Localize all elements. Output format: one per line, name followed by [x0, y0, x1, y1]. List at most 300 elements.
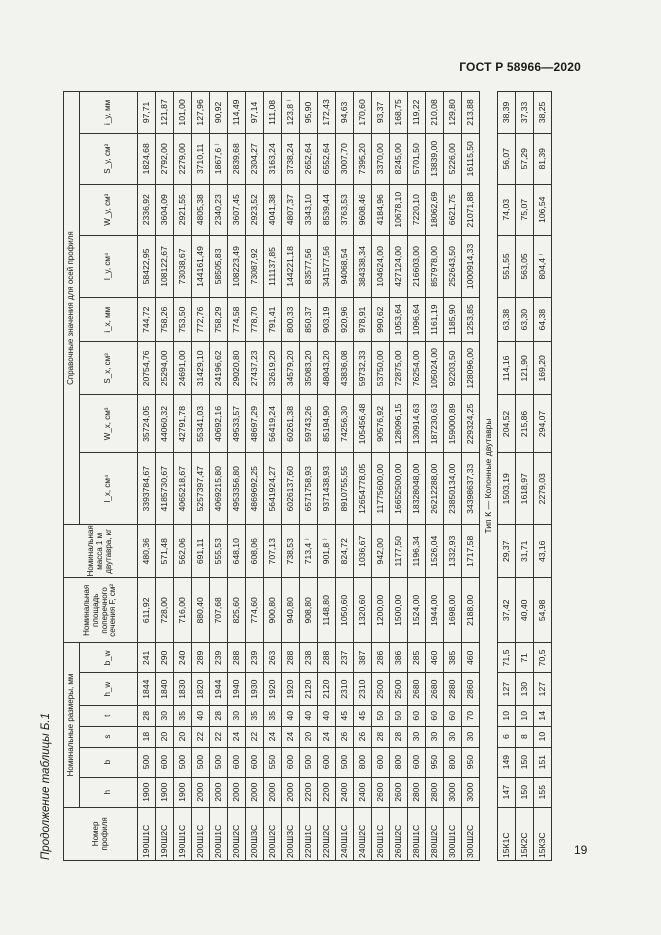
value-cell: 43,16: [534, 525, 552, 578]
value-cell: 10: [534, 726, 552, 747]
value-cell: 608,06: [246, 525, 264, 578]
table-row: [282, 92, 300, 861]
header-mass: Номинальная масса 1 м двутавра, кг: [64, 525, 138, 578]
value-cell: 30: [462, 726, 480, 747]
value-cell: 550: [264, 747, 282, 777]
value-cell: 18328048,00: [408, 453, 426, 525]
value-cell: 728,00: [156, 578, 174, 643]
value-cell: 74,03: [498, 184, 516, 235]
value-cell: 83577,56: [300, 235, 318, 298]
value-cell: 60261,38: [282, 395, 300, 453]
header-h: h: [80, 777, 138, 807]
value-cell: 30: [426, 726, 444, 747]
value-cell: 24: [282, 726, 300, 747]
profile-cell: 200Ш3С: [246, 807, 264, 860]
value-cell: 204,52: [498, 395, 516, 453]
value-cell: 54,98: [534, 578, 552, 643]
value-cell: 58505,83: [210, 235, 228, 298]
header-Sx: S_x, см³: [80, 342, 138, 395]
value-cell: 500: [336, 747, 354, 777]
value-cell: 24196,62: [210, 342, 228, 395]
value-cell: 1920: [264, 673, 282, 705]
value-cell: 210,08: [426, 92, 444, 134]
value-cell: 294,07: [534, 395, 552, 453]
profile-cell: 15К1С: [498, 807, 516, 860]
value-cell: 59743,26: [300, 395, 318, 453]
value-cell: 500: [192, 747, 210, 777]
value-cell: 48697,29: [246, 395, 264, 453]
value-cell: 1717,58: [462, 525, 480, 578]
value-cell: 286: [372, 643, 390, 673]
value-cell: 252643,50: [444, 235, 462, 298]
value-cell: 800: [444, 747, 462, 777]
value-cell: 53750,00: [372, 342, 390, 395]
value-cell: 95,90: [300, 92, 318, 134]
value-cell: 74256,30: [336, 395, 354, 453]
value-cell: 713,4 ⁾: [300, 525, 318, 578]
value-cell: 600: [372, 747, 390, 777]
value-cell: 97,14: [246, 92, 264, 134]
value-cell: 1940: [228, 673, 246, 705]
value-cell: 21071,88: [462, 184, 480, 235]
value-cell: 4041,38: [264, 184, 282, 235]
value-cell: 50: [390, 705, 408, 726]
value-cell: 150: [516, 777, 534, 807]
value-cell: 56419,24: [264, 395, 282, 453]
value-cell: 127: [498, 673, 516, 705]
value-cell: 4953356,80: [228, 453, 246, 525]
value-cell: 45: [336, 705, 354, 726]
value-cell: 170,60: [354, 92, 372, 134]
header-b: b: [80, 747, 138, 777]
value-cell: 1524,00: [408, 578, 426, 643]
value-cell: 2923,52: [246, 184, 264, 235]
value-cell: 8539,44: [318, 184, 336, 235]
value-cell: 5257397,47: [192, 453, 210, 525]
value-cell: 94068,54: [336, 235, 354, 298]
value-cell: 758,29: [210, 298, 228, 342]
value-cell: 600: [246, 747, 264, 777]
profile-cell: 300Ш1С: [444, 807, 462, 860]
value-cell: 24: [264, 726, 282, 747]
value-cell: 16652500,00: [390, 453, 408, 525]
table-row: [264, 92, 282, 861]
profile-cell: 260Ш2С: [390, 807, 408, 860]
value-cell: 850,37: [300, 298, 318, 342]
value-cell: 3000: [444, 777, 462, 807]
table-row: [300, 92, 318, 861]
table-row: [534, 92, 552, 861]
value-cell: 2000: [264, 777, 282, 807]
value-cell: 427124,00: [390, 235, 408, 298]
value-cell: 2120: [318, 673, 336, 705]
value-cell: 40: [192, 705, 210, 726]
value-cell: 108122,67: [156, 235, 174, 298]
value-cell: 1900: [138, 777, 156, 807]
table-row: [390, 92, 408, 861]
value-cell: 3343,10: [300, 184, 318, 235]
value-cell: 3000: [462, 777, 480, 807]
value-cell: 500: [300, 747, 318, 777]
value-cell: 290: [156, 643, 174, 673]
value-cell: 2120: [300, 673, 318, 705]
value-cell: 150: [516, 747, 534, 777]
value-cell: 35: [246, 705, 264, 726]
profile-table: [63, 91, 552, 861]
value-cell: 45: [354, 705, 372, 726]
value-cell: 10678,10: [390, 184, 408, 235]
value-cell: 73038,67: [174, 235, 192, 298]
value-cell: 30: [444, 726, 462, 747]
value-cell: 1050,60: [336, 578, 354, 643]
value-cell: 71,5: [498, 643, 516, 673]
value-cell: 35724,05: [138, 395, 156, 453]
value-cell: 10: [498, 705, 516, 726]
header-Wx: W_x, см³: [80, 395, 138, 453]
value-cell: 1320,60: [354, 578, 372, 643]
value-cell: 2600: [372, 777, 390, 807]
value-cell: 26212288,00: [426, 453, 444, 525]
value-cell: 149: [498, 747, 516, 777]
table-row: [138, 92, 156, 861]
value-cell: 40692,16: [210, 395, 228, 453]
value-cell: 31,71: [516, 525, 534, 578]
value-cell: 2500: [390, 673, 408, 705]
value-cell: 774,58: [228, 298, 246, 342]
value-cell: 1820: [192, 673, 210, 705]
value-cell: 147: [498, 777, 516, 807]
value-cell: 341577,56: [318, 235, 336, 298]
value-cell: 58422,95: [138, 235, 156, 298]
value-cell: 2800: [408, 777, 426, 807]
table-caption: Продолжение таблицы Б.1: [40, 713, 52, 860]
section-k-title: Тип К — Колонные двутавры: [480, 92, 498, 861]
value-cell: 1698,00: [444, 578, 462, 643]
value-cell: 2279,00: [174, 133, 192, 184]
value-cell: 34398637,33: [462, 453, 480, 525]
value-cell: 1830: [174, 673, 192, 705]
value-cell: 386: [390, 643, 408, 673]
value-cell: 4807,37: [282, 184, 300, 235]
value-cell: 857978,00: [426, 235, 444, 298]
value-cell: 600: [228, 747, 246, 777]
value-cell: 215,86: [516, 395, 534, 453]
value-cell: 460: [462, 643, 480, 673]
value-cell: 20: [300, 726, 318, 747]
value-cell: 285: [408, 643, 426, 673]
value-cell: 2310: [354, 673, 372, 705]
value-cell: 1503,19: [498, 453, 516, 525]
value-cell: 28: [210, 705, 228, 726]
value-cell: 2200: [318, 777, 336, 807]
value-cell: 28: [390, 726, 408, 747]
value-cell: 288: [228, 643, 246, 673]
value-cell: 29020,80: [228, 342, 246, 395]
header-Iy: I_y, см⁴: [80, 235, 138, 298]
value-cell: 71: [516, 643, 534, 673]
value-cell: 6552,64: [318, 133, 336, 184]
value-cell: 825,60: [228, 578, 246, 643]
value-cell: 104624,00: [372, 235, 390, 298]
value-cell: 1253,85: [462, 298, 480, 342]
value-cell: 800: [390, 747, 408, 777]
value-cell: 37,42: [498, 578, 516, 643]
value-cell: 240: [174, 643, 192, 673]
value-cell: 758,26: [156, 298, 174, 342]
value-cell: 2680: [408, 673, 426, 705]
value-cell: 105456,48: [354, 395, 372, 453]
table-row: [210, 92, 228, 861]
value-cell: 93,37: [372, 92, 390, 134]
value-cell: 3007,70: [336, 133, 354, 184]
table-row: [408, 92, 426, 861]
value-cell: 144221,18: [282, 235, 300, 298]
value-cell: 38,25: [534, 92, 552, 134]
value-cell: 40: [318, 705, 336, 726]
header-bw: b_w: [80, 643, 138, 673]
value-cell: 778,70: [246, 298, 264, 342]
value-cell: 34579,20: [282, 342, 300, 395]
value-cell: 2188,00: [462, 578, 480, 643]
value-cell: 213,88: [462, 92, 480, 134]
table-row: [516, 92, 534, 861]
value-cell: 24691,00: [174, 342, 192, 395]
value-cell: 60: [408, 705, 426, 726]
value-cell: 40: [300, 705, 318, 726]
value-cell: 2279,03: [534, 453, 552, 525]
table-row: [174, 92, 192, 861]
value-cell: 903,19: [318, 298, 336, 342]
value-cell: 123,8 ⁾: [282, 92, 300, 134]
value-cell: 50: [372, 705, 390, 726]
value-cell: 4869692,25: [246, 453, 264, 525]
value-cell: 571,48: [156, 525, 174, 578]
profile-cell: 220Ш2С: [318, 807, 336, 860]
value-cell: 22: [210, 726, 228, 747]
value-cell: 27437,23: [246, 342, 264, 395]
header-s: s: [80, 726, 138, 747]
value-cell: 1000914,33: [462, 235, 480, 298]
value-cell: 72875,00: [390, 342, 408, 395]
value-cell: 940,80: [282, 578, 300, 643]
value-cell: 4184,96: [372, 184, 390, 235]
value-cell: 85194,90: [318, 395, 336, 453]
value-cell: 791,41: [264, 298, 282, 342]
value-cell: 24: [318, 726, 336, 747]
value-cell: 10: [516, 705, 534, 726]
value-cell: 1920: [282, 673, 300, 705]
value-cell: 600: [282, 747, 300, 777]
profile-cell: 200Ш3С: [282, 807, 300, 860]
value-cell: 155: [534, 777, 552, 807]
profile-cell: 200Ш2С: [228, 807, 246, 860]
value-cell: 159000,89: [444, 395, 462, 453]
value-cell: 75,07: [516, 184, 534, 235]
header-t: t: [80, 705, 138, 726]
value-cell: 57,29: [516, 133, 534, 184]
value-cell: 56,07: [498, 133, 516, 184]
value-cell: 2310: [336, 673, 354, 705]
header-reference: Справочные значения для осей профиля: [64, 92, 80, 525]
value-cell: 76254,00: [408, 342, 426, 395]
value-cell: 60: [444, 705, 462, 726]
value-cell: 990,62: [372, 298, 390, 342]
value-cell: 24: [228, 726, 246, 747]
value-cell: 738,53: [282, 525, 300, 578]
value-cell: 908,80: [300, 578, 318, 643]
value-cell: 26: [336, 726, 354, 747]
value-cell: 804,4 ⁾: [534, 235, 552, 298]
value-cell: 105024,00: [426, 342, 444, 395]
value-cell: 35: [264, 705, 282, 726]
table-row: [228, 92, 246, 861]
value-cell: 28: [372, 726, 390, 747]
value-cell: 127: [534, 673, 552, 705]
value-cell: 35083,20: [300, 342, 318, 395]
value-cell: 4185730,67: [156, 453, 174, 525]
profile-cell: 300Ш2С: [462, 807, 480, 860]
value-cell: 824,72: [336, 525, 354, 578]
value-cell: 480,36: [138, 525, 156, 578]
value-cell: 600: [408, 747, 426, 777]
value-cell: 8: [516, 726, 534, 747]
value-cell: 168,75: [390, 92, 408, 134]
value-cell: 13839,00: [426, 133, 444, 184]
value-cell: 70: [462, 705, 480, 726]
value-cell: 4805,38: [192, 184, 210, 235]
value-cell: 2921,55: [174, 184, 192, 235]
section-row: [480, 92, 498, 861]
value-cell: 3163,24: [264, 133, 282, 184]
value-cell: 387: [354, 643, 372, 673]
value-cell: 460: [426, 643, 444, 673]
value-cell: 114,16: [498, 342, 516, 395]
value-cell: 81,39: [534, 133, 552, 184]
value-cell: 1500,00: [390, 578, 408, 643]
table-row: [372, 92, 390, 861]
value-cell: 384338,34: [354, 235, 372, 298]
table-row: [498, 92, 516, 861]
value-cell: 111137,85: [264, 235, 282, 298]
profile-cell: 200Ш1С: [192, 807, 210, 860]
value-cell: 2000: [246, 777, 264, 807]
table-row: [336, 92, 354, 861]
value-cell: 29,37: [498, 525, 516, 578]
value-cell: 3607,45: [228, 184, 246, 235]
value-cell: 30: [228, 705, 246, 726]
value-cell: 108223,49: [228, 235, 246, 298]
value-cell: 28: [138, 705, 156, 726]
value-cell: 59732,33: [354, 342, 372, 395]
value-cell: 237: [336, 643, 354, 673]
value-cell: 2860: [462, 673, 480, 705]
value-cell: 111,08: [264, 92, 282, 134]
value-cell: 92203,50: [444, 342, 462, 395]
value-cell: 950: [462, 747, 480, 777]
value-cell: 1161,19: [426, 298, 444, 342]
value-cell: 32619,20: [264, 342, 282, 395]
value-cell: 774,60: [246, 578, 264, 643]
table-row: [192, 92, 210, 861]
value-cell: 2600: [390, 777, 408, 807]
header-nominal-dims: Номинальные размеры, мм: [64, 643, 80, 807]
value-cell: 3738,24: [282, 133, 300, 184]
value-cell: 611,92: [138, 578, 156, 643]
rotated-table-container: [63, 91, 547, 861]
value-cell: 216603,00: [408, 235, 426, 298]
value-cell: 169,20: [534, 342, 552, 395]
value-cell: 144161,49: [192, 235, 210, 298]
value-cell: 1900: [156, 777, 174, 807]
header-Ix: I_x, см⁴: [80, 453, 138, 525]
value-cell: 11775600,00: [372, 453, 390, 525]
value-cell: 172,43: [318, 92, 336, 134]
value-cell: 6026137,60: [282, 453, 300, 525]
value-cell: 5226,00: [444, 133, 462, 184]
value-cell: 900,80: [264, 578, 282, 643]
table-body: [138, 92, 552, 861]
profile-cell: 240Ш2С: [354, 807, 372, 860]
value-cell: 40: [282, 705, 300, 726]
value-cell: 1867,6 ⁾: [210, 133, 228, 184]
value-cell: 1185,90: [444, 298, 462, 342]
value-cell: 30: [156, 705, 174, 726]
header-area: Номинальная площадь поперечного сечения F, см²: [64, 578, 138, 643]
value-cell: 385: [444, 643, 462, 673]
value-cell: 101,00: [174, 92, 192, 134]
value-cell: 3710,11: [192, 133, 210, 184]
value-cell: 2400: [336, 777, 354, 807]
value-cell: 40,40: [516, 578, 534, 643]
value-cell: 55341,03: [192, 395, 210, 453]
value-cell: 129,80: [444, 92, 462, 134]
value-cell: 121,87: [156, 92, 174, 134]
value-cell: 16115,50: [462, 133, 480, 184]
profile-cell: 15К3С: [534, 807, 552, 860]
value-cell: 20: [156, 726, 174, 747]
value-cell: 130914,63: [408, 395, 426, 453]
header-Wy: W_y, см³: [80, 184, 138, 235]
value-cell: 691,11: [192, 525, 210, 578]
value-cell: 9608,46: [354, 184, 372, 235]
value-cell: 707,13: [264, 525, 282, 578]
value-cell: 119,22: [408, 92, 426, 134]
value-cell: 43836,08: [336, 342, 354, 395]
profile-cell: 190Ш1С: [138, 807, 156, 860]
value-cell: 48043,20: [318, 342, 336, 395]
value-cell: 5641924,27: [264, 453, 282, 525]
value-cell: 753,50: [174, 298, 192, 342]
value-cell: 4065218,67: [174, 453, 192, 525]
value-cell: 1618,97: [516, 453, 534, 525]
value-cell: 800: [354, 747, 372, 777]
page-number: 19: [574, 843, 588, 857]
value-cell: 1930: [246, 673, 264, 705]
header-Sy: S_y, см³: [80, 133, 138, 184]
value-cell: 978,91: [354, 298, 372, 342]
value-cell: 7220,10: [408, 184, 426, 235]
table-row: [156, 92, 174, 861]
value-cell: 35: [174, 705, 192, 726]
value-cell: 73087,92: [246, 235, 264, 298]
header-hw: h_w: [80, 673, 138, 705]
value-cell: 1840: [156, 673, 174, 705]
value-cell: 1096,64: [408, 298, 426, 342]
profile-cell: 260Ш1С: [372, 807, 390, 860]
value-cell: 25294,00: [156, 342, 174, 395]
value-cell: 555,53: [210, 525, 228, 578]
table-row: [444, 92, 462, 861]
